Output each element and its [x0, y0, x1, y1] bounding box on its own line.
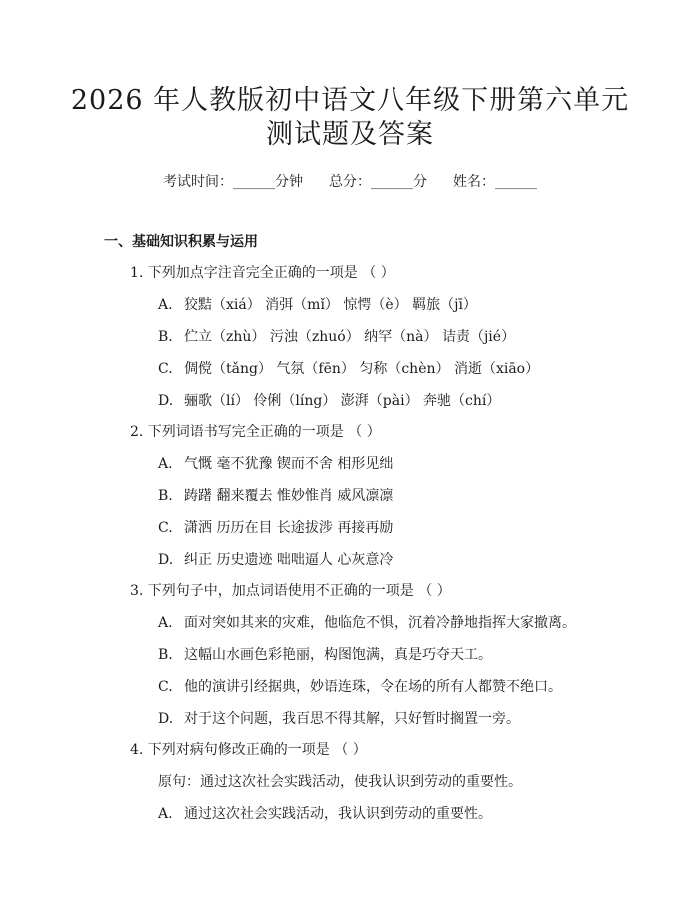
option-text: 纠正 历史遗迹 咄咄逼人 心灰意冷 — [184, 552, 394, 568]
question-4-original-sentence: 原句：通过这次社会实践活动，使我认识到劳动的重要性。 — [158, 774, 522, 790]
document-title-line2: 测试题及答案 — [266, 119, 434, 150]
question-4-option-a — [158, 803, 492, 823]
option-text: 面对突如其来的灾难，他临危不惧，沉着冷静地指挥大家撤离。 — [184, 615, 576, 631]
document-title-line1: 2026 年人教版初中语文八年级下册第六单元 — [70, 85, 630, 116]
option-text: 他的演讲引经据典，妙语连珠，令在场的所有人都赞不绝口。 — [184, 679, 562, 695]
question-4-stem: 4. 下列对病句修改正确的一项是 （ ） — [130, 742, 367, 758]
option-letter: C. — [158, 361, 173, 377]
question-2-stem: 2. 下列词语书写完全正确的一项是 （ ） — [130, 424, 381, 440]
question-1-option-a — [158, 294, 477, 314]
option-text: 这幅山水画色彩艳丽，构图饱满，真是巧夺天工。 — [184, 647, 492, 663]
student-name-field: 姓名：______ — [453, 174, 537, 190]
question-1-option-d — [158, 390, 500, 410]
question-2-option-d — [158, 549, 393, 569]
option-letter: D. — [158, 552, 174, 568]
option-text: 对于这个问题，我百思不得其解，只好暂时搁置一旁。 — [184, 711, 520, 727]
option-letter: A. — [158, 615, 173, 631]
exam-time-field: 考试时间：______分钟 — [163, 174, 303, 190]
option-text: 狡黠（xiá） 消弭（mǐ） 惊愕（è） 羁旅（jī） — [184, 297, 477, 313]
option-letter: D. — [158, 393, 174, 409]
section-heading: 一、基础知识积累与运用 — [104, 234, 258, 250]
question-3-option-b — [158, 644, 492, 664]
question-2-option-c — [158, 517, 393, 537]
question-1-option-c — [158, 358, 539, 378]
question-1-stem: 1. 下列加点字注音完全正确的一项是 （ ） — [130, 265, 395, 281]
option-text: 骊歌（lí） 伶俐（líng） 澎湃（pài） 奔驰（chí） — [184, 393, 501, 409]
option-letter: D. — [158, 711, 174, 727]
option-text: 通过这次社会实践活动，我认识到劳动的重要性。 — [184, 806, 492, 822]
option-letter: A. — [158, 806, 173, 822]
question-3-option-d — [158, 708, 520, 728]
option-letter: C. — [158, 520, 173, 536]
question-3-option-a — [158, 612, 576, 632]
option-letter: B. — [158, 647, 173, 663]
total-score-field: 总分：______分 — [329, 174, 427, 190]
option-text: 踌躇 翻来覆去 惟妙惟肖 威风凛凛 — [184, 488, 394, 504]
exam-info-line — [0, 171, 700, 191]
question-1-option-b — [158, 326, 515, 346]
option-text: 倜傥（tǎng） 气氛（fēn） 匀称（chèn） 消逝（xiāo） — [184, 361, 540, 377]
option-text: 伫立（zhù） 污浊（zhuó） 纳罕（nà） 诘责（jié） — [184, 329, 516, 345]
option-letter: B. — [158, 329, 173, 345]
option-text: 气慨 毫不犹豫 锲而不舍 相形见绌 — [184, 456, 394, 472]
option-letter: B. — [158, 488, 173, 504]
option-letter: A. — [158, 297, 173, 313]
question-3-stem: 3. 下列句子中，加点词语使用不正确的一项是 （ ） — [130, 583, 451, 599]
option-letter: C. — [158, 679, 173, 695]
question-2-option-a — [158, 453, 393, 473]
question-3-option-c — [158, 676, 562, 696]
question-2-option-b — [158, 485, 393, 505]
option-text: 潇洒 历历在目 长途拔涉 再接再励 — [184, 520, 394, 536]
option-letter: A. — [158, 456, 173, 472]
